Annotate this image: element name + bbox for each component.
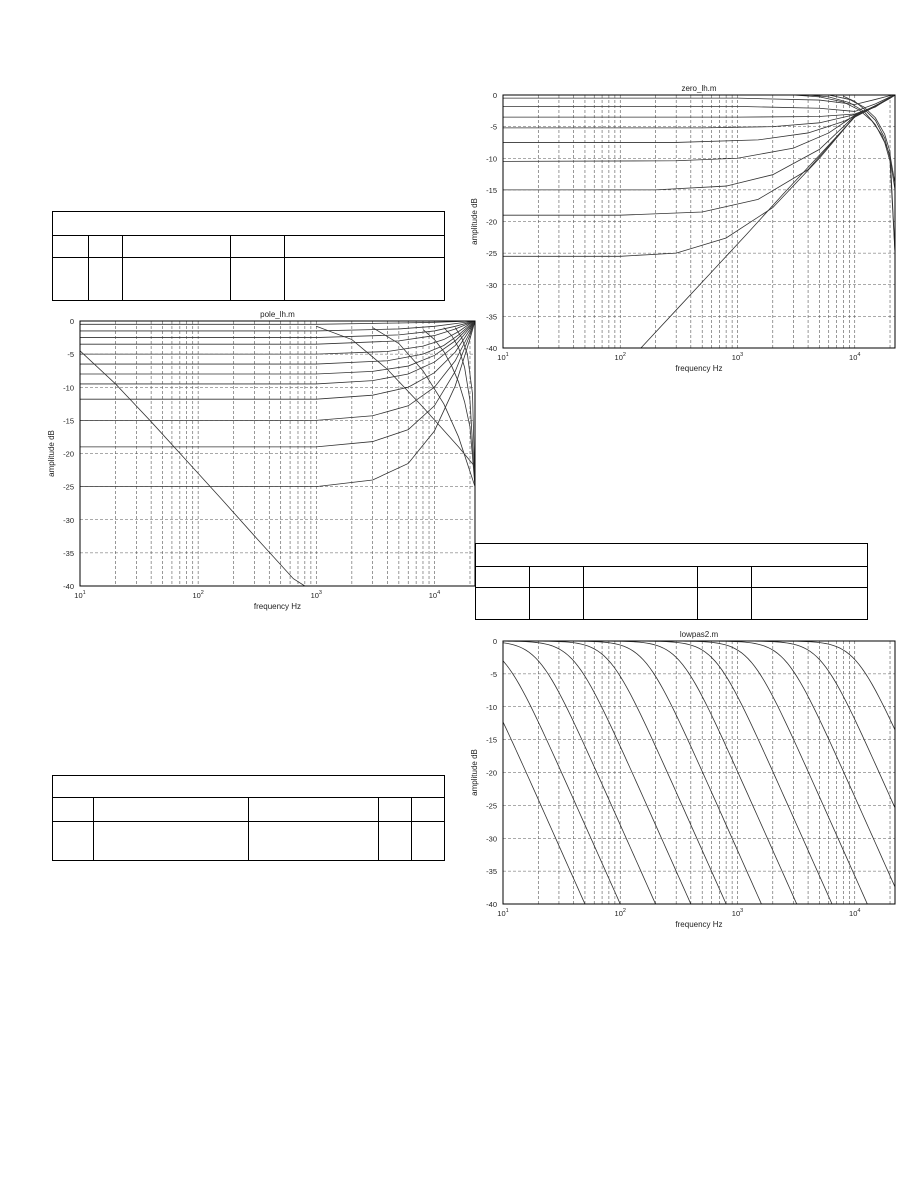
y-tick-label: 0 [69, 317, 74, 326]
table-cell [94, 822, 249, 861]
table-cell [89, 258, 123, 301]
x-tick-exponent: 1 [82, 590, 86, 596]
series-line-12 [503, 641, 895, 730]
y-tick-label: -30 [486, 280, 497, 290]
table-cell [412, 798, 445, 822]
y-tick-label: 0 [492, 637, 497, 646]
y-tick-label: -10 [486, 154, 497, 164]
table-cell [752, 588, 868, 620]
series-line-3 [503, 643, 895, 1188]
x-axis-label: frequency Hz [675, 920, 723, 929]
x-tick-label: $10^4$ [849, 908, 861, 918]
y-tick-label: -10 [63, 383, 74, 393]
y-tick-label: -15 [486, 185, 497, 195]
table-cell [379, 798, 412, 822]
y-tick-label: -15 [486, 735, 497, 745]
x-tick-label: $10^3$ [731, 352, 744, 362]
table-cell [123, 236, 231, 258]
y-tick-label: -35 [486, 312, 497, 322]
table-cell [231, 258, 285, 301]
x-tick-label: $10^2$ [192, 590, 204, 600]
x-tick-label: $10^2$ [614, 352, 626, 362]
table-cell [249, 798, 379, 822]
x-tick-exponent: 1 [505, 352, 509, 358]
x-tick-exponent: 1 [505, 908, 509, 914]
x-tick-exponent: 3 [318, 590, 322, 596]
y-tick-label: -40 [486, 344, 497, 353]
y-tick-label: -5 [490, 122, 497, 132]
table-cell [53, 822, 94, 861]
table-cell [94, 798, 249, 822]
data-table-3 [52, 775, 445, 861]
x-tick-label: $10^1$ [74, 590, 86, 600]
table-cell [530, 588, 584, 620]
data-table-2 [475, 543, 868, 620]
table-cell [53, 798, 94, 822]
y-tick-label: -30 [63, 515, 74, 525]
series-line-13 [80, 351, 305, 586]
x-tick-label: $10^1$ [497, 908, 509, 918]
x-tick-exponent: 3 [740, 352, 744, 358]
table-cell [285, 258, 445, 301]
x-tick-label: $10^4$ [849, 352, 861, 362]
table-cell [698, 588, 752, 620]
x-axis-label: frequency Hz [253, 602, 302, 611]
series-line-8 [503, 95, 895, 215]
x-tick-exponent: 2 [622, 908, 626, 914]
y-tick-label: -25 [63, 482, 74, 492]
x-axis-label: frequency Hz [675, 364, 723, 373]
zero-chart [463, 80, 865, 375]
series-line-14 [316, 326, 475, 466]
y-tick-label: -40 [63, 582, 74, 591]
x-tick-exponent: 3 [740, 908, 744, 914]
series-line-2 [503, 95, 895, 111]
table-cell [698, 567, 752, 588]
table-cell [584, 588, 698, 620]
pole-chart [40, 306, 445, 611]
series-line-3 [80, 321, 475, 338]
lowpass-chart [463, 625, 865, 929]
series-line-5 [503, 641, 895, 1188]
y-axis-label: amplitude dB [470, 198, 479, 245]
y-tick-label: -20 [486, 217, 497, 227]
x-tick-label: $10^3$ [731, 908, 744, 918]
x-tick-exponent: 4 [857, 908, 861, 914]
x-tick-label: $10^3$ [310, 590, 322, 600]
y-tick-label: -20 [486, 768, 497, 778]
series-line-4 [503, 641, 895, 1188]
series-line-8 [80, 321, 475, 384]
grid-vertical [503, 95, 890, 348]
y-tick-label: -10 [486, 702, 497, 712]
table-caption-cell [53, 776, 445, 798]
series-line-1 [503, 722, 895, 1188]
series-line-7 [503, 641, 895, 1124]
y-tick-label: -5 [67, 350, 74, 360]
y-tick-label: -40 [486, 900, 497, 909]
table-cell [412, 822, 445, 861]
y-axis-label: amplitude dB [470, 749, 479, 796]
series-group [503, 641, 895, 1188]
table-cell [249, 822, 379, 861]
chart-title: lowpas2.m [679, 630, 719, 639]
series-line-6 [503, 641, 895, 1188]
table-cell [379, 822, 412, 861]
y-tick-label: -35 [486, 867, 497, 877]
x-tick-exponent: 2 [200, 590, 204, 596]
table-cell [584, 567, 698, 588]
x-tick-label: $10^2$ [614, 908, 626, 918]
y-tick-label: 0 [492, 91, 497, 100]
x-tick-exponent: 4 [437, 590, 441, 596]
y-tick-label: -35 [63, 548, 74, 558]
series-line-12 [80, 321, 475, 487]
series-line-4 [503, 95, 895, 128]
y-tick-label: -25 [486, 801, 497, 811]
y-axis-label: amplitude dB [47, 430, 56, 477]
series-line-11 [503, 641, 895, 808]
table-cell [285, 236, 445, 258]
table-cell [530, 567, 584, 588]
chart-title: zero_lh.m [681, 84, 717, 93]
y-tick-label: -15 [63, 416, 74, 426]
y-tick-label: -5 [490, 669, 497, 679]
y-tick-label: -25 [486, 249, 497, 259]
table-cell [476, 588, 530, 620]
x-tick-exponent: 4 [857, 352, 861, 358]
table-cell [53, 258, 89, 301]
chart-title: pole_lh.m [260, 310, 295, 319]
table-cell [476, 567, 530, 588]
table-caption-cell [53, 212, 445, 236]
y-tick-label: -30 [486, 834, 497, 844]
x-tick-label: $10^4$ [428, 590, 441, 600]
x-tick-label: $10^1$ [497, 352, 509, 362]
table-cell [53, 236, 89, 258]
table-cell [89, 236, 123, 258]
x-tick-exponent: 2 [622, 352, 626, 358]
table-cell [123, 258, 231, 301]
y-tick-label: -20 [63, 449, 74, 459]
table-caption-cell [476, 544, 868, 567]
data-table-1 [52, 211, 445, 301]
table-cell [752, 567, 868, 588]
table-cell [231, 236, 285, 258]
